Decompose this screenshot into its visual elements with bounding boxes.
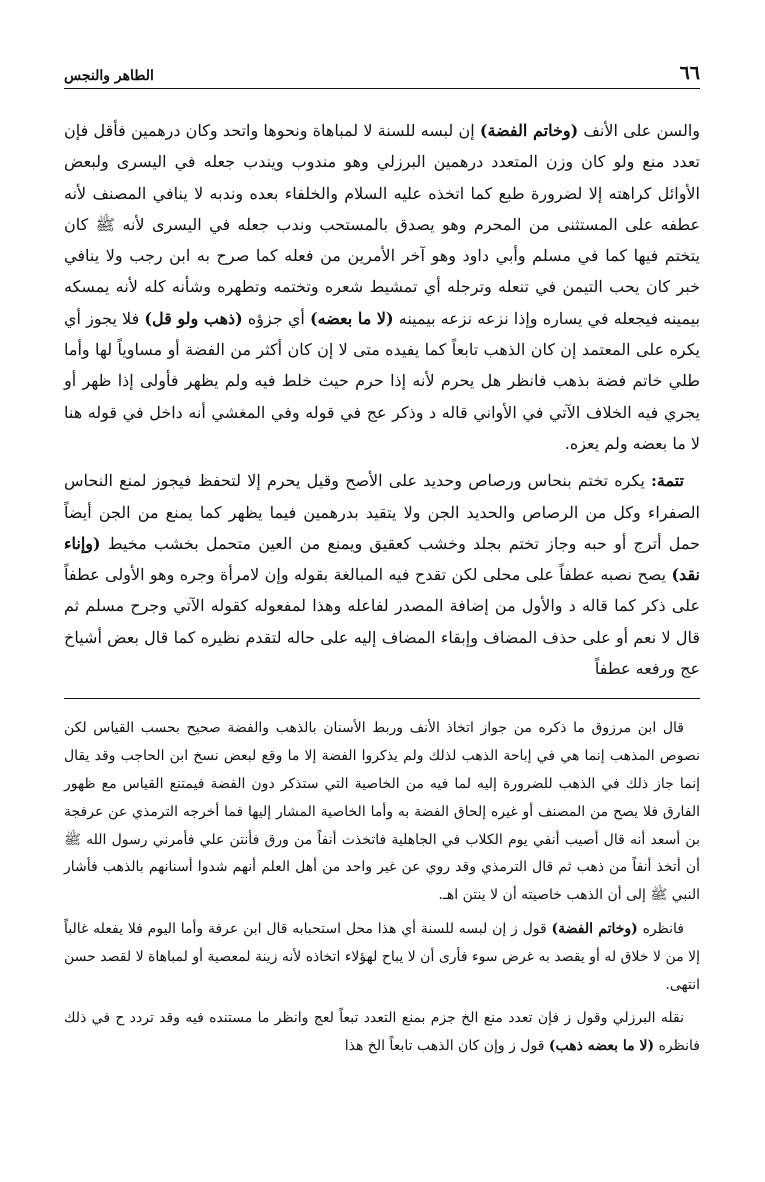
- text-run: والسن على الأنف: [578, 121, 700, 140]
- text-run: فلا يجوز أي يكره على المعتمد إن كان الذهب تابعاً كما يفيده متى لا إن كان أكثر من الفضة أو مساوياً لها وأما طلي خاتم فضة بذهب فانظر هل يحرم لأنه إذا حرم حيث خلط فيه ولم يظهر فأولى إذا ظهر أو يجري فيه الخلاف الآتي في الأواني قاله د وذكر عج في قوله وفي المغشي أنه داخل في قوله هنا لا ما بعضه ولم يعزه.: [64, 308, 700, 453]
- text-run: إن لبسه للسنة لا لمباهاة ونحوها واتحد وكان درهمين فأقل فإن تعدد منع ولو كان وزن المتعدد درهمين البرزلي وهو مندوب ويندب جعله في اليسرى ولبعض الأوائل كراهته إلا لضرورة طبع كما اتخذه عليه السلام والخلفاء بعده وندبه لا ينافي المصنف لأنه عطفه على المستثنى من المحرم وهو يصدق بالمستحب وندب جعله في اليسرى لأنه ﷺ كان يتختم فيها كما في مسلم وأبي داود وهو آخر الأمرين من فعله كما صرح به ابن رجب ولا ينافي خبر كان يحب التيمن في تنعله وترجله أي تمشيط شعره وتختمه وتطهره وشأنه كله لأنه يمسكه بيمينه فيجعله في يساره وإذا نزعه نزعه بيمينه: [64, 121, 701, 328]
- text-run: يكره تختم بنحاس ورصاص وحديد على الأصح وقيل يحرم إلا لتحفظ فيجوز لمنع النحاس الصفراء وكل من الرصاص والحديد الجن ولا يتقيد بدرهمين فيما يظهر كما يمنع من الجن أيضاً حمل أترج أو حبه وجاز تختم بجلد وخشب كعقيق ويمنع من العين متحمل بخشب مخيط: [64, 471, 700, 553]
- bold-term: (ذهب ولو قل): [144, 308, 243, 328]
- text-run: أي جزؤه: [242, 308, 310, 328]
- book-page: [64, 60, 700, 1061]
- text-run: نقله البرزلي وقول ز فإن تعدد منع الخ جزم بمنع التعدد تبعاً لعج وانظر ما مستنده فيه وقد تردد ح في ذلك فانظره: [64, 1010, 700, 1055]
- running-title: الطاهر والنجس: [64, 68, 154, 84]
- bold-term: (وخاتم الفضة): [479, 121, 579, 140]
- page-number: ٦٦: [679, 62, 700, 84]
- text-run: قول ز إن لبسه للسنة أي هذا محل استحبابه قال ابن عرفة وأما اليوم فلا يفعله غالباً إلا من لا خلاق له أو يقصد به غرض سوء فأرى أن لا يباح لهؤلاء اتخاذه لأنه زينة لمعصية أو لمباهاة لا لقصد حسن انتهى.: [64, 920, 700, 993]
- bold-term: (لا ما بعضه): [310, 308, 394, 328]
- bold-term: (وخاتم الفضة): [551, 920, 638, 937]
- footnote-paragraph-1: [64, 715, 700, 910]
- text-run: قال ابن مرزوق ما ذكره من جواز اتخاذ الأنف وربط الأسنان بالذهب والفضة صحيح بحسب القياس لكن نصوص المذهب إنما هي في إباحة الذهب لذلك ولم يذكروا الفضة إلا ما وقع لبعض نسخ ابن الحاجب وقد يقال إنما جاز ذلك في الذهب للضرورة إليه لما فيه من الخاصية التي ستذكر دون الفضة فيمتنع القياس مع ظهور الفارق فلا يصح من المصنف أو غيره إلحاق الفضة به وأما الخاصية المشار إليها فما أخرجه الترمذي عن عرفجة بن أسعد أنه قال أصيب أنفي يوم الكلاب في الجاهلية فاتخذت أنفاً من ورق فأنتن علي فأمرني رسول الله ﷺ أن أتخذ أنفاً من ذهب ثم قال الترمذي وقد روي عن غير واحد من أهل العلم أنهم شدوا أسنانهم بالذهب فأشار النبي ﷺ إلى أن الذهب خاصيته أن لا ينتن اهـ.: [64, 720, 700, 904]
- footnotes: [64, 715, 700, 1061]
- footnote-paragraph-2: [64, 916, 700, 999]
- bold-term: (وإناء نقد): [64, 533, 700, 585]
- footnote-separator: [64, 698, 700, 699]
- page-header: [64, 60, 700, 89]
- main-text: [64, 115, 700, 684]
- footnote-paragraph-3: [64, 1005, 700, 1061]
- text-run: يصح نصبه عطفاً على محلى لكن تقدح فيه المبالغة بقوله وإن لامرأة وجره وهو الأولى عطفاً على ذكر كما قاله د والأول من إضافة المصدر لفاعله وهذا لمفعوله كقوله الآتي وجرح مسلم ثم قال لا نعم أو على حذف المضاف وإبقاء المضاف إليه على حاله لتقدم نظيره كما قال بعض أشياخ عج ورفعه عطفاً: [64, 565, 700, 679]
- text-run: فانظره: [637, 920, 684, 937]
- main-paragraph-2: [64, 465, 700, 684]
- bold-term: تتمة:: [650, 471, 684, 491]
- text-run: قول ز وإن كان الذهب تابعاً الخ هذا: [344, 1038, 549, 1055]
- main-paragraph-1: [64, 115, 700, 459]
- bold-term: (لا ما بعضه ذهب): [548, 1038, 655, 1055]
